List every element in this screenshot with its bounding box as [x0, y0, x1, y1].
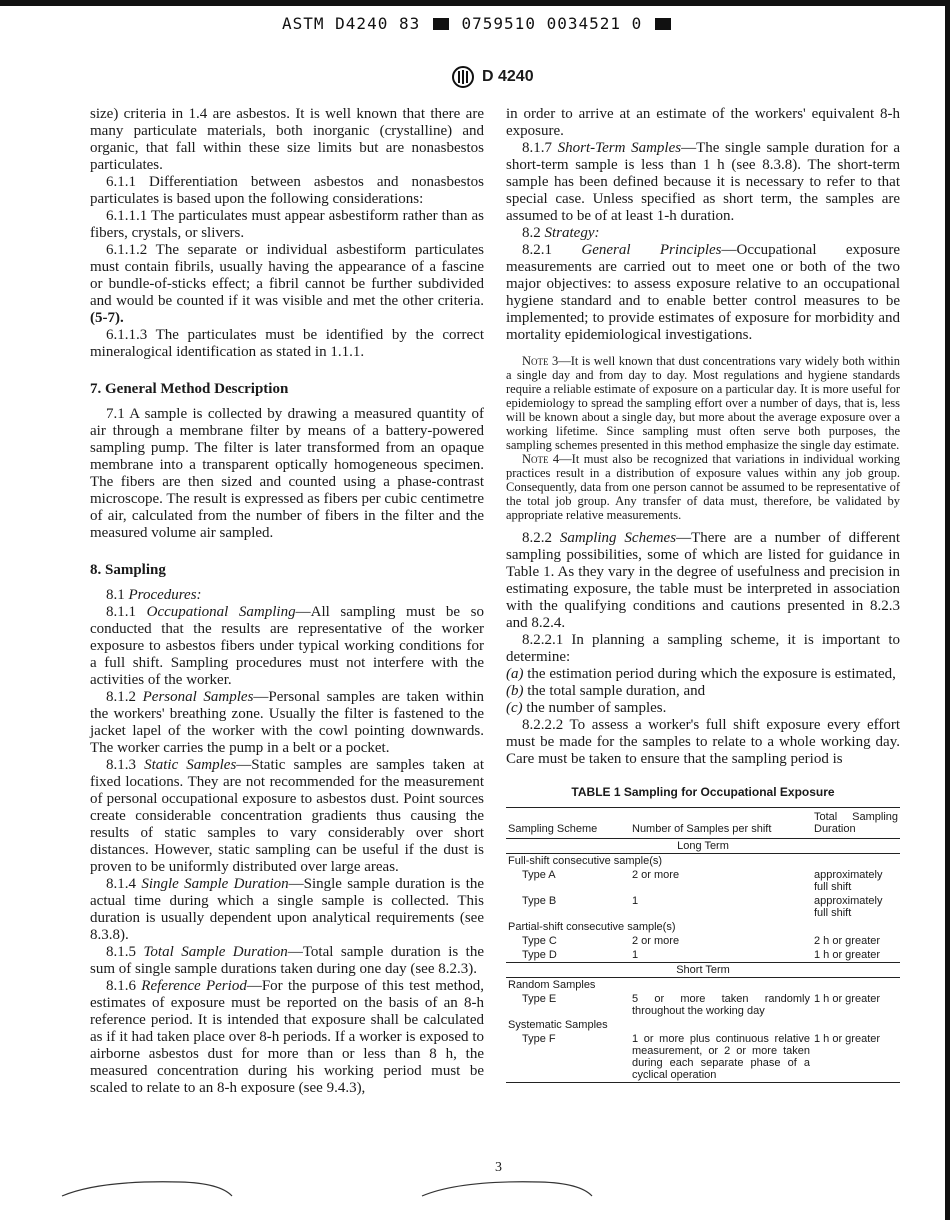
list-item-a: (a) the estimation period during which the exposure is estimated, [506, 666, 896, 682]
table-title: TABLE 1 Sampling for Occupational Exposure [571, 785, 835, 799]
paragraph-8-1-1: 8.1.1 Occupational Sampling—All sampling must be so conducted that the results are representative of the worker exposure to asbestos fibers under typical working conditions for a full shift. Sampling procedures must not interfere with the activities of the worker. [90, 604, 484, 688]
right-column [506, 106, 900, 1083]
list-item-c: (c) the number of samples. [506, 700, 667, 716]
table-header: Total Sampling Duration [812, 808, 900, 839]
section-heading-8: 8. Sampling [90, 562, 166, 578]
table-group-row: Random Samples [508, 979, 596, 991]
table-group-row: Partial-shift consecutive sample(s) [508, 921, 676, 933]
designation-number: D 4240 [482, 68, 534, 85]
paragraph-8-2-2-2: 8.2.2.2 To assess a worker's full shift exposure every effort must be made for the samples to relate to a whole working day. Care must be taken to ensure that the sampling period is [506, 717, 900, 767]
astm-logo-icon [452, 66, 474, 88]
paragraph-8-1-7: 8.1.7 Short-Term Samples—The single sample duration for a short-term sample is less than 1 h (see 8.3.8). The short-term sample has been defined because it is necessary to refer to that special case. Unless specified as short term, the samples are assumed to be of at least 1-h duration. [506, 140, 900, 224]
table-row: Type C 2 or more 2 h or greater [522, 935, 881, 947]
scan-border-right [945, 0, 950, 1220]
paragraph-8-1-4: 8.1.4 Single Sample Duration—Single sample duration is the actual time during which a single sample is collected. This duration is usually dependent upon analytical requirements (see 8.3.8). [90, 876, 485, 943]
paragraph-8-1-3: 8.1.3 Static Samples—Static samples are samples taken at fixed locations. They are not recommended for the measurement of personal occupational exposure to asbestos dust. Point sources create considerable concentration gradients thus causing the results of static samples to vary considerably over short distances. However, static sampling can be useful if the dust is proven to be uniformly distributed over large areas. [90, 757, 485, 875]
paragraph-8-2-2-1: 8.2.2.1 In planning a sampling scheme, it is important to determine: [506, 632, 900, 665]
redaction-block [655, 18, 671, 30]
paragraph-8-1-5: 8.1.5 Total Sample Duration—Total sample duration is the sum of single sample durations taken during one day (see 8.2.3). [90, 944, 485, 977]
scan-header: ASTM D4240 83 0759510 0034521 0 [282, 14, 673, 33]
table-header-row [506, 808, 900, 839]
paragraph-8-1-2: 8.1.2 Personal Samples—Personal samples are taken within the workers' breathing zone. Usually the filter is fastened to the jacket lapel of the worker with the cowl pointing downwards. The worker carries the pump in a belt or a pocket. [90, 689, 484, 756]
paragraph-8-1: 8.1 Procedures: [106, 587, 202, 603]
table-header: Number of Samples per shift [630, 808, 812, 839]
paragraph-6-1-1-2: 6.1.1.2 The separate or individual asbestiform particulates must contain fibrils, usually having the appearance of a fascine or bundle-of-sticks effect; a fibril cannot be further subdivided and would be counted if it was visible and met the other criteria. (5-7). [90, 242, 484, 326]
table-header: Sampling Scheme [506, 808, 630, 839]
table-row: Type E 5 or more taken randomly throughout the working day 1 h or greater [522, 993, 881, 1017]
paragraph-7-1: 7.1 A sample is collected by drawing a measured quantity of air through a membrane filter by means of a battery-powered sampling pump. The filter is later transformed from an opaque membrane into a transparent optically homogeneous specimen. The fibers are then sized and counted using a phase-contrast microscope. The result is expressed as fibers per cubic centimetre of air, calculated from the number of fibers in the filter and the measured volume air sampled. [90, 406, 484, 541]
table-group-row: Full-shift consecutive sample(s) [508, 855, 663, 867]
page-number: 3 [495, 1160, 502, 1175]
redaction-block [433, 18, 449, 30]
designation-header [452, 66, 534, 88]
table-section-row: Long Term [506, 839, 900, 854]
reference-citation: (5-7). [90, 310, 124, 326]
paragraph-6-1-1-3: 6.1.1.3 The particulates must be identified by the correct mineralogical identification as stated in 1.1.1. [90, 327, 484, 360]
scan-artifact-icon [420, 1178, 600, 1200]
paragraph-8-1-6: 8.1.6 Reference Period—For the purpose of this test method, estimates of exposure must be reported on the basis of an 8-h reference period. It is intended that exposure shall be calculated as if it had taken place over 8-h periods. If a worker is exposed to airborne asbestos dust for more than or less than 8 h, the measured concentration during his working period must be scaled to relate to an 8-h exposure (see 9.4.3), [90, 978, 484, 1096]
table-group-row: Systematic Samples [508, 1019, 608, 1031]
paragraph-6-1-1-1: 6.1.1.1 The particulates must appear asbestiform rather than as fibers, crystals, or slivers. [90, 208, 484, 241]
paragraph: in order to arrive at an estimate of the workers' equivalent 8-h exposure. [506, 106, 900, 139]
list-item-b: (b) the total sample duration, and [506, 683, 706, 699]
scan-artifact-icon [60, 1178, 240, 1200]
paragraph-8-2-1: 8.2.1 General Principles—Occupational exposure measurements are carried out to meet one or both of the two major objectives: to assess exposure relative to an occupational hygiene standard and to enable better control measures to be implemented; to provide estimates of exposure for morbidity and mortality epidemiological investigations. [506, 242, 900, 343]
table-row: Type D 1 1 h or greater [506, 948, 900, 963]
paragraph-8-2: 8.2 Strategy: [522, 225, 600, 241]
paragraph: size) criteria in 1.4 are asbestos. It is well known that there are many particulate materials, both inorganic (crystalline) and organic, that fall within these size limits but are nonasbestos particulates. [90, 106, 484, 173]
table-row: Type A 2 or more approximately full shift [522, 869, 883, 893]
note-3: Note 3—It is well known that dust concentrations vary widely both within a single day and from day to day. Most regulations and hygiene standards require a reliable estimate of exposure on a particular day. It is more useful for epidemiology to spread the sampling effort over a number of days, that is, less will be known about a single day, but more about the average exposure over a working lifetime. Since sampling must often serve both purposes, the sampling schemes presented in this method emphasize the single day estimate. [506, 354, 900, 452]
paragraph-8-2-2: 8.2.2 Sampling Schemes—There are a number of different sampling possibilities, some of which are listed for guidance in Table 1. As they vary in the degree of usefulness and precision in estimating exposure, the table must be interpreted in association with the qualifying conditions and cautions presented in 8.2.3 and 8.2.4. [506, 530, 901, 631]
paragraph-6-1-1: 6.1.1 Differentiation between asbestos and nonasbestos particulates is based upon the following considerations: [90, 174, 484, 207]
scan-border-top [0, 0, 950, 6]
sampling-table [506, 807, 900, 1083]
section-heading-7: 7. General Method Description [90, 381, 289, 397]
note-4: Note 4—It must also be recognized that variations in individual working practices result in a distribution of exposure values within any job group. Consequently, data from one person cannot be assumed to be representative of the total job group. Any transfer of data must, therefore, be validated by appropriate relative measurements. [506, 452, 900, 522]
table-section-row: Short Term [506, 963, 900, 978]
table-row: Type B 1 approximately full shift [522, 895, 883, 919]
notes-block [506, 354, 900, 522]
table-row: Type F 1 or more plus continuous relative measurement, or 2 or more taken during each separate phase of a cyclical operation 1 h or greater [506, 1032, 900, 1083]
left-column [90, 106, 484, 1097]
